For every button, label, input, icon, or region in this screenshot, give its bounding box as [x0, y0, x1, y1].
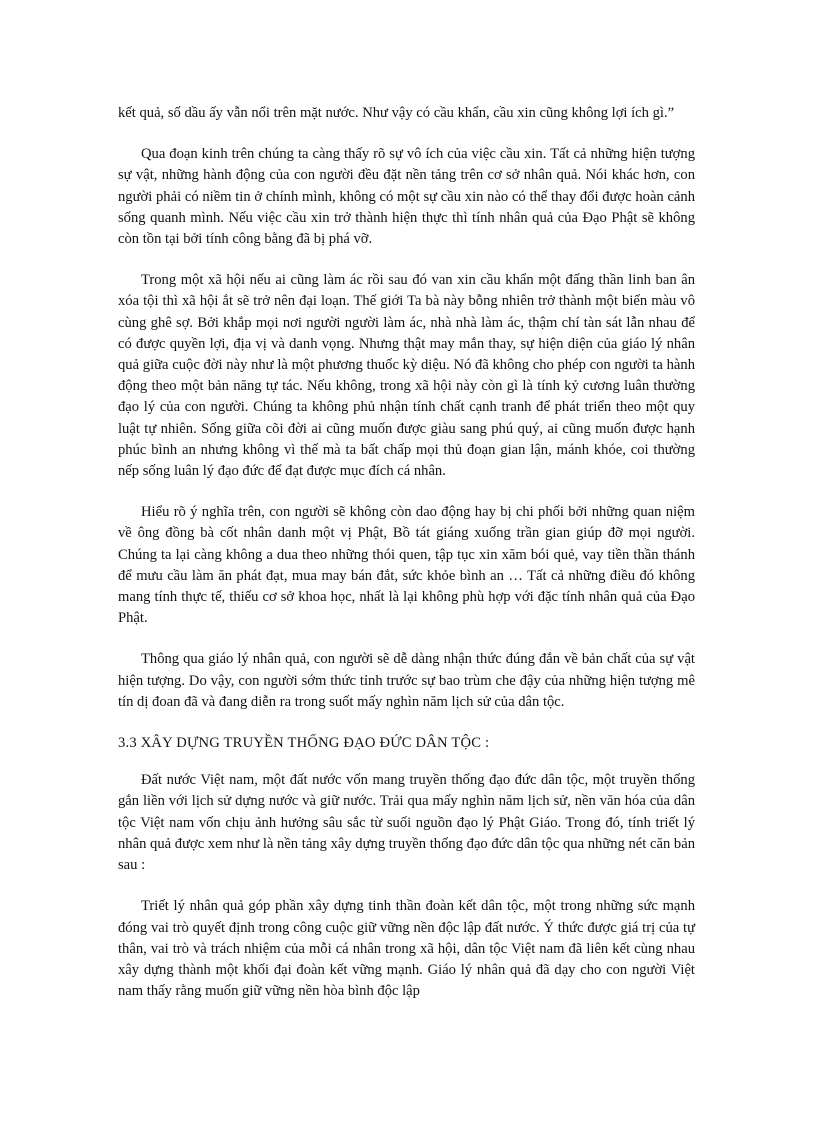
paragraph-national-unity: Triết lý nhân quả góp phần xây dựng tinh thần đoàn kết dân tộc, một trong những sức mạnh đóng vai trò quyết định trong công cuộc giữ vững nền độc lập đất nước. Ý thức được giá trị của tự thân, vai trò và trách nhiệm của mỗi cá nhân trong xã hội, dân tộc Việt nam đã liên kết cùng nhau xây dựng thành một khối đại đoàn kết vững mạnh. Giáo lý nhân quả đã dạy cho con người Việt nam thấy rằng muốn giữ vững nền hòa bình độc lập: [118, 898, 695, 1000]
paragraph-national-tradition: Đất nước Việt nam, một đất nước vốn mang truyền thống đạo đức dân tộc, một truyền thống gắn liền với lịch sử dựng nước và giữ nước. Trải qua mấy nghìn năm lịch sử, nền văn hóa của dân tộc Việt nam vốn chịu ảnh hưởng sâu sắc từ suối nguồn đạo lý Phật Giáo. Trong đó, tính triết lý nhân quả được xem như là nền tảng xây dựng truyền thống đạo đức dân tộc qua những nét căn bản sau :: [118, 772, 695, 874]
paragraph-continuation: kết quả, số dầu ấy vẫn nổi trên mặt nước. Như vậy có cầu khẩn, cầu xin cũng không lợi ích gì.”: [118, 105, 675, 121]
paragraph-superstition: Hiểu rõ ý nghĩa trên, con người sẽ không còn dao động hay bị chi phối bởi những quan niệm về ông đồng bà cốt nhân danh một vị Phật, Bồ tát giáng xuống trần gian giúp đỡ mọi người. Chúng ta lại càng không a dua theo những thói quen, tập tục xin xăm bói quẻ, vay tiền thần thánh để mưu cầu làm ăn phát đạt, mua may bán đắt, sức khỏe bình an … Tất cả những điều đó không mang tính thực tế, thiếu cơ sở khoa học, nhất là lại không phù hợp với đặc tính nhân quả của Đạo Phật.: [118, 504, 695, 627]
paragraph-futility-of-prayer: Qua đoạn kinh trên chúng ta càng thấy rõ sự vô ích của việc cầu xin. Tất cả những hiện tượng sự vật, những hành động của con người đều đặt nền tảng trên cơ sở nhân quả. Nói khác hơn, con người phải có niềm tin ở chính mình, không có một sự cầu xin nào có thể thay đổi được hoàn cảnh sống quanh mình. Nếu việc cầu xin trở thành hiện thực thì tính nhân quả của Đạo Phật sẽ không còn tồn tại bởi tính công bằng đã bị phá vỡ.: [118, 146, 695, 248]
paragraph-social-chaos: Trong một xã hội nếu ai cũng làm ác rồi sau đó van xin cầu khẩn một đấng thần linh ban ân xóa tội thì xã hội ắt sẽ trở nên đại loạn. Thế giới Ta bà này bỗng nhiên trở thành một biển màu vô cùng ghê sợ. Bởi khắp mọi nơi người người làm ác, nhà nhà làm ác, thậm chí tàn sát lẫn nhau để có được quyền lợi, địa vị và danh vọng. Nhưng thật may mắn thay, sự hiện diện của giáo lý nhân quả giữa cuộc đời này như là một phương thuốc kỳ diệu. Nó đã không cho phép con người ta hành động theo một bản năng tự tác. Nếu không, trong xã hội này còn gì là tính kỷ cương luân thường đạo lý của con người. Chúng ta không phủ nhận tính chất cạnh tranh để phát triển theo một quy luật tự nhiên. Sống giữa cõi đời ai cũng muốn được giàu sang phú quý, ai cũng muốn được hạnh phúc bình an nhưng không vì thế mà ta bất chấp mọi thủ đoạn gian lận, mánh khóe, coi thường nếp sống luân lý đạo đức để đạt được mục đích cá nhân.: [118, 272, 695, 480]
paragraph-awareness: Thông qua giáo lý nhân quả, con người sẽ dễ dàng nhận thức đúng đắn về bản chất của sự vật hiện tượng. Do vậy, con người sớm thức tỉnh trước sự bao trùm che đậy của những hiện tượng mê tín dị đoan đã và đang diễn ra trong suốt mấy nghìn năm lịch sử của dân tộc.: [118, 651, 695, 710]
section-heading: 3.3 XÂY DỰNG TRUYỀN THỐNG ĐẠO ĐỨC DÂN TỘC :: [118, 735, 490, 752]
document-body: [118, 103, 695, 1022]
